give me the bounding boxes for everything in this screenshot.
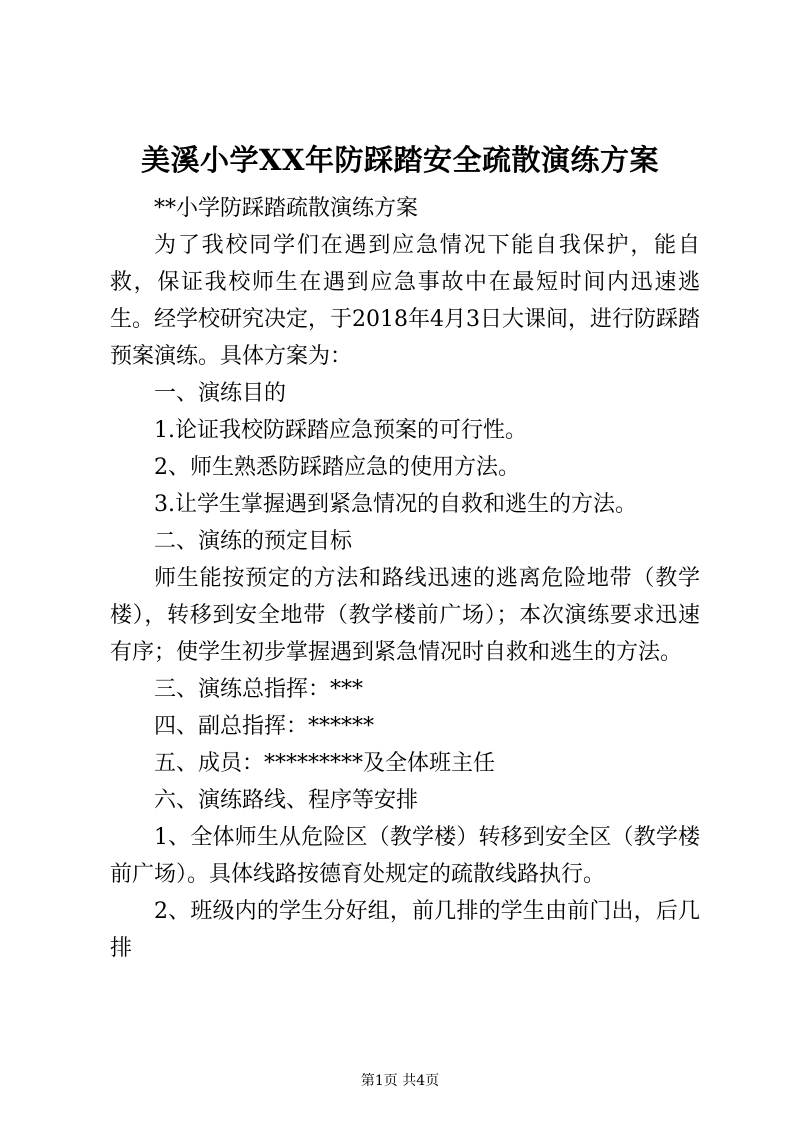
heading-goals: 二、演练的预定目标 <box>154 529 353 554</box>
document-title: 美溪小学XX年防踩踏安全疏散演练方案 <box>140 143 659 177</box>
paragraph-purpose-1: 1.论证我校防踩踏应急预案的可行性。 <box>154 418 527 443</box>
paragraph-route-1: 1、全体师生从危险区（教学楼）转移到安全区（教学楼前广场）。具体线路按德育处规定的疏散线路执行。 <box>110 825 700 887</box>
paragraph-deputy-commander: 四、副总指挥：****** <box>154 714 375 739</box>
paragraph-intro: 为了我校同学们在遇到应急情况下能自我保护，能自救，保证我校师生在遇到应急事故中在最短时间内迅速逃生。经学校研究决定，于2018年4月3日大课间，进行防踩踏预案演练。具体方案为： <box>110 233 700 369</box>
paragraph-purpose-2: 2、师生熟悉防踩踏应急的使用方法。 <box>154 455 520 480</box>
document-body <box>110 190 700 967</box>
paragraph-chief-commander: 三、演练总指挥：*** <box>154 677 364 702</box>
paragraph-members: 五、成员：*********及全体班主任 <box>154 751 496 776</box>
heading-purpose: 一、演练目的 <box>154 381 287 406</box>
page-footer: 第1页 共4页 <box>360 1073 440 1089</box>
paragraph-purpose-3: 3.让学生掌握遇到紧急情况的自救和逃生的方法。 <box>154 492 637 517</box>
paragraph-goals: 师生能按预定的方法和路线迅速的逃离危险地带（教学楼），转移到安全地带（教学楼前广场）；本次演练要求迅速有序；使学生初步掌握遇到紧急情况时自救和逃生的方法。 <box>110 566 700 665</box>
paragraph-route-2: 2、班级内的学生分好组，前几排的学生由前门出，后几排 <box>110 899 700 961</box>
heading-route: 六、演练路线、程序等安排 <box>154 788 419 813</box>
paragraph-subtitle: **小学防踩踏疏散演练方案 <box>154 196 419 221</box>
